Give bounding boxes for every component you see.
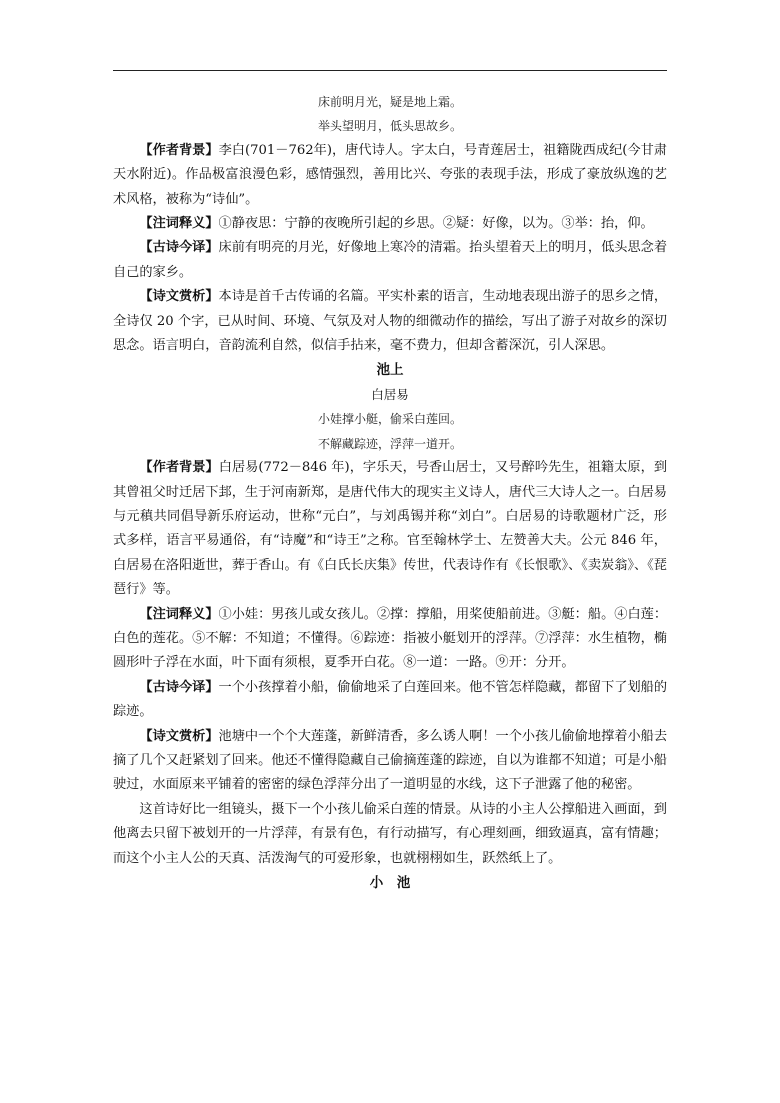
appreciation-text: 池塘中一个个大莲蓬，新鲜清香，多么诱人啊！一个小孩儿偷偷地撑着小船去摘了几个又赶紧划了回来。他还不懂得隐藏自己偷摘莲蓬的踪迹，自以为谁都不知道；可是小船驶过，水面原来平铺着的密密的绿色浮萍分出了一道明显的水线，这下子泄露了他的秘密。 [113, 728, 668, 793]
author-bg-text: 李白(701－762年)，唐代诗人。字太白，号青莲居士，祖籍陇西成纪(今甘肃天水附近)。作品极富浪漫色彩，感情强烈，善用比兴、夸张的表现手法，形成了豪放纵逸的艺术风格，被称为“诗仙”。 [113, 142, 667, 207]
poem1-notes [113, 212, 667, 236]
author-bg-text: 白居易(772－846 年)，字乐天，号香山居士，又号醉吟先生，祖籍太原，到其曾祖父时迁居下邽，生于河南新郑，是唐代伟大的现实主义诗人，唐代三大诗人之一。白居易与元稹共同倡导新乐府运动，世称“元白”，与刘禹锡并称“刘白”。白居易的诗歌题材广泛，形式多样，语言平易通俗，有“诗魔”和“诗王”之称。官至翰林学士、左赞善大夫。公元 846 年，白居易在洛阳逝世，葬于香山。有《白氏长庆集》传世，代表诗作有《长恨歌》、《卖炭翁》、《琵琶行》等。 [113, 460, 668, 598]
poem2-line-1: 小娃撑小艇，偷采白莲回。 [317, 412, 462, 427]
poem1-line-2: 举头望明月，低头思故乡。 [317, 119, 462, 134]
notes-text: ①小娃：男孩儿或女孩儿。②撑：撑船，用桨使船前进。③艇：船。④白莲：白色的莲花。⑤不解：不知道；不懂得。⑥踪迹：指被小艇划开的浮萍。⑦浮萍：水生植物，椭圆形叶子浮在水面，叶下面有须根，夏季开白花。⑧一道：一路。⑨开：分开。 [113, 606, 668, 671]
notes-tag: 【注词释义】 [139, 216, 219, 232]
poem2-line-2: 不解藏踪迹，浮萍一道开。 [317, 436, 462, 451]
poem2-appreciation [113, 725, 667, 798]
poem2-title: 池上 [376, 362, 404, 379]
notes-text: ①静夜思：宁静的夜晚所引起的乡思。②疑：好像，以为。③举：抬，仰。 [218, 216, 654, 232]
appreciation-tag: 【诗文赏析】 [139, 289, 219, 305]
poem1-translation [113, 236, 667, 285]
poem2-author: 白居易 [371, 386, 409, 402]
appreciation-tag: 【诗文赏析】 [139, 728, 219, 744]
poem1-author-background [113, 139, 667, 212]
poem2-extra-paragraph: 这首诗好比一组镜头，摄下一个小孩儿偷采白莲的情景。从诗的小主人公撑船进入画面，到他离去只留下被划开的一片浮萍，有景有色，有行动描写，有心理刻画，细致逼真，富有情趣；而这个小主人公的天真、活泼淘气的可爱形象，也就栩栩如生，跃然纸上了。 [113, 801, 667, 866]
translation-text: 床前有明亮的月光，好像地上寒冷的清霜。抬头望着天上的明月，低头思念着自己的家乡。 [113, 240, 668, 280]
header-rule [113, 70, 667, 71]
author-bg-tag: 【作者背景】 [139, 460, 219, 476]
poem3-title: 小 池 [369, 875, 411, 891]
poem2-author-background [113, 456, 667, 602]
poem2-notes [113, 603, 667, 676]
notes-tag: 【注词释义】 [139, 606, 219, 622]
translation-tag: 【古诗今译】 [139, 679, 219, 695]
translation-text: 一个小孩撑着小船，偷偷地采了白莲回来。他不管怎样隐藏，都留下了划船的踪迹。 [113, 679, 668, 720]
translation-tag: 【古诗今译】 [139, 240, 219, 256]
appreciation-text: 本诗是首千古传诵的名篇。平实朴素的语言，生动地表现出游子的思乡之情，全诗仅 20 个字，已从时间、环境、气氛及对人物的细微动作的描绘，写出了游子对故乡的深切思念。语言明白，音韵流利自然，似信手拈来，毫不费力，但却含蓄深沉，引人深思。 [113, 289, 668, 354]
author-bg-tag: 【作者背景】 [139, 142, 219, 158]
poem1-appreciation [113, 285, 667, 358]
poem1-line-1: 床前明月光，疑是地上霜。 [317, 95, 462, 109]
poem2-translation [113, 676, 667, 725]
document-content [113, 90, 667, 895]
